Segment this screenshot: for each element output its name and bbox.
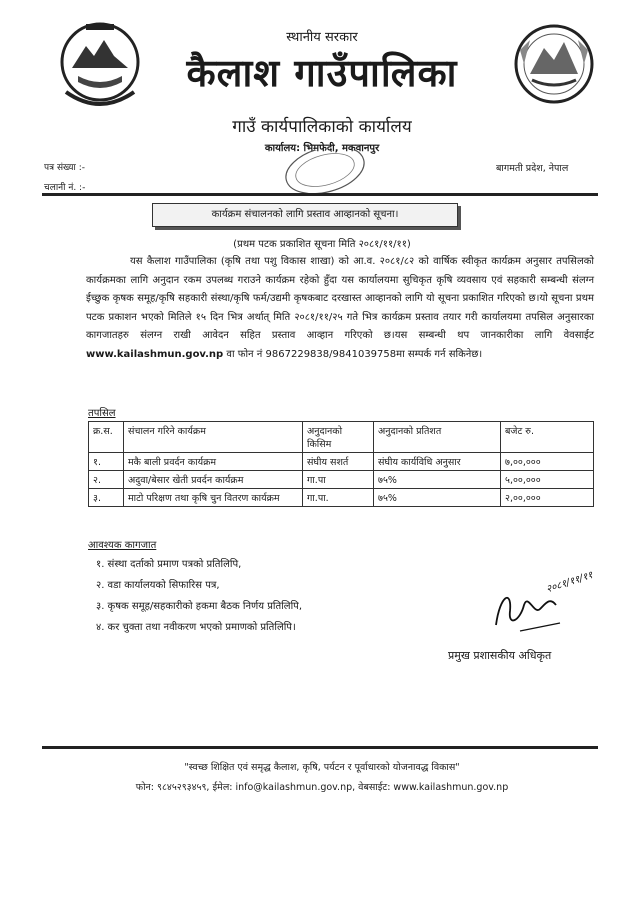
local-government-label: स्थानीय सरकार bbox=[286, 30, 358, 45]
table-cell: २. bbox=[89, 471, 124, 489]
first-published-date: (प्रथम पटक प्रकाशित सूचना मिति २०८१/११/११) bbox=[233, 239, 411, 250]
footer-slogan: "स्वच्छ शिक्षित एवं समृद्ध कैलाश, कृषि, पर्यटन र पूर्वाधारको योजनावद्ध विकास" bbox=[184, 762, 460, 773]
notice-paragraph-2: यो सूचना प्रथम पटक प्रकाशन भएको मितिले १५ दिन भित्र अर्थात् मिति २०८१/११/२५ गते भित्र कार्यक्रम प्रस्ताव तयार गरी कार्यालयमा तपसिल अनुसारका कागजातहरु संलग्न राखी आवेदन सहित प्रस्ताव आव्हान गरिएको छ। bbox=[86, 293, 594, 341]
signature-date: २०८१/११/११ bbox=[544, 569, 595, 596]
municipality-name: कैलाश गाउँपालिका bbox=[186, 51, 458, 95]
table-header-row bbox=[89, 422, 594, 453]
table-cell: ५,००,००० bbox=[501, 471, 594, 489]
header-divider bbox=[42, 193, 598, 196]
list-item: ३. कृषक समूह/सहकारीको हकमा बैठक निर्णय प्रतिलिपि, bbox=[96, 601, 303, 612]
table-cell: गा.पा bbox=[303, 471, 374, 489]
table-cell: १. bbox=[89, 453, 124, 471]
footer-divider bbox=[42, 746, 598, 749]
table-cell: २,००,००० bbox=[501, 489, 594, 507]
table-cell: संघीय कार्यविधि अनुसार bbox=[374, 453, 501, 471]
table-cell: ३. bbox=[89, 489, 124, 507]
column-header: संचालन गरिने कार्यक्रम bbox=[124, 422, 303, 453]
list-item: २. वडा कार्यालयको सिफारिस पत्र, bbox=[96, 580, 220, 591]
office-stamp bbox=[250, 150, 400, 194]
table-row bbox=[89, 453, 594, 471]
column-header: बजेट रु. bbox=[501, 422, 594, 453]
dispatch-number-label: चलानी नं. :- bbox=[44, 183, 86, 193]
notice-paragraph-3: यस सम्बन्धी थप जानकारीका लागि वेवसाईट bbox=[394, 330, 594, 341]
table-cell: ७५% bbox=[374, 489, 501, 507]
documents-heading: आवश्यक कागजात bbox=[88, 540, 157, 551]
list-item: ४. कर चुक्ता तथा नवीकरण भएको प्रमाणको प्रतिलिपि। bbox=[96, 622, 296, 633]
notice-paragraph-4: वा फोन नं bbox=[226, 348, 263, 360]
program-table bbox=[88, 421, 594, 507]
website-link[interactable]: www.kailashmun.gov.np bbox=[86, 348, 224, 360]
table-row bbox=[89, 471, 594, 489]
table-cell: ७५% bbox=[374, 471, 501, 489]
office-name: गाउँ कार्यपालिकाको कार्यालय bbox=[232, 117, 412, 137]
notice-title: कार्यक्रम संचालनको लागि प्रस्ताव आव्हानको सूचना। bbox=[152, 203, 458, 227]
notice-paragraph-1: यस कैलाश गाउँपालिका (कृषि तथा पशु विकास शाखा) को आ.व. २०८१/८२ को वार्षिक स्वीकृत कार्यक्रम अनुसार तपसिलको कार्यक्रमका लागि अनुदान रकम उपलब्ध गराउने कार्यक्रम रहेको हुँदा यस कार्यालयमा सुचिकृत कृषि व्यवसाय एवं सहकारी सम्बन्धी संलग्न ईच्छुक कृषक समूह/कृषि सहकारी संस्था/कृषि फर्म/उद्यमी कृषकबाट दरखास्त आव्हानको लागि यो सूचना प्रकाशित गरिएको छ। bbox=[86, 256, 594, 304]
table-cell: अदुवा/बेसार खेती प्रवर्दन कार्यक्रम bbox=[124, 471, 303, 489]
office-address: कार्यालय: भिमफेदी, मकवानपुर bbox=[264, 143, 380, 154]
notice-body bbox=[86, 253, 594, 364]
details-heading: तपसिल bbox=[88, 408, 116, 419]
column-header: अनुदानको प्रतिशत bbox=[374, 422, 501, 453]
list-item: १. संस्था दर्ताको प्रमाण पत्रको प्रतिलिपि, bbox=[96, 559, 242, 570]
table-row bbox=[89, 489, 594, 507]
column-header: अनुदानको किसिम bbox=[303, 422, 374, 453]
footer-contact: फोन: ९८४५२९३४५९, ईमेल: info@kailashmun.gov.np, वेबसाईट: www.kailashmun.gov.np bbox=[135, 782, 509, 793]
province-label: बागमती प्रदेश, नेपाल bbox=[496, 163, 569, 174]
table-cell: माटो परिक्षण तथा कृषि चुन वितरण कार्यक्रम bbox=[124, 489, 303, 507]
signer-designation: प्रमुख प्रशासकीय अधिकृत bbox=[448, 649, 552, 662]
table-cell: संघीय सशर्त bbox=[303, 453, 374, 471]
notice-paragraph-5: मा सम्पर्क गर्न सकिनेछ। bbox=[396, 348, 483, 360]
table-cell: मकै बाली प्रवर्दन कार्यक्रम bbox=[124, 453, 303, 471]
table-cell: गा.पा. bbox=[303, 489, 374, 507]
letter-number-label: पत्र संख्या :- bbox=[44, 163, 85, 173]
column-header: क्र.स. bbox=[89, 422, 124, 453]
table-cell: ७,००,००० bbox=[501, 453, 594, 471]
phone-numbers: 9867229838/9841039758 bbox=[265, 348, 397, 360]
